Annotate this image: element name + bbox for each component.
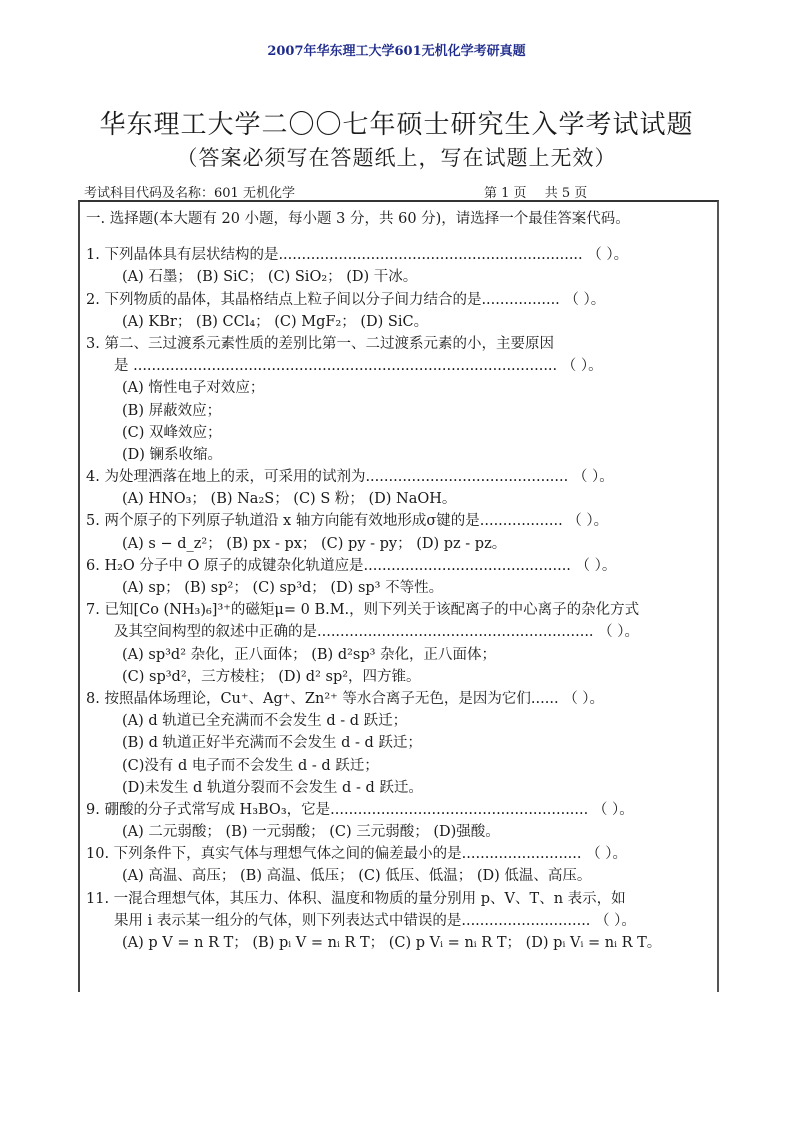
section-heading: 一. 选择题(本大题有 20 小题，每小题 3 分，共 60 分)，请选择一个最佳答案代码。 — [86, 211, 630, 227]
question-2: 2. 下列物质的晶体，其晶格结点上粒子间以分子间力结合的是................. （ ）。 — [86, 291, 606, 308]
page-total: 共 5 页 — [544, 186, 588, 201]
question-9: 9. 硼酸的分子式常写成 H₃BO₃，它是........................................................ （ ）。 — [86, 801, 634, 818]
question-11: 11. 一混合理想气体，其压力、体积、温度和物质的量分别用 p、V、T、n 表示，如 — [86, 890, 626, 907]
subject-label: 考试科目代码及名称：601 无机化学 — [84, 186, 295, 201]
question-7-options-2: (C) sp³d²，三方棱柱； (D) d² sp²，四方锥。 — [122, 668, 421, 685]
banner-title: 2007年华东理工大学601无机化学考研真题 — [267, 44, 526, 59]
question-8-option-c: (C)没有 d 电子而不会发生 d - d 跃迁； — [122, 757, 379, 774]
question-1: 1. 下列晶体具有层状结构的是.................................................................. （ ）。 — [86, 247, 629, 264]
question-1-options: (A) 石墨； (B) SiC； (C) SiO₂； (D) 干冰。 — [122, 269, 418, 286]
question-3-option-b: (B) 屏蔽效应； — [122, 402, 222, 419]
question-3-option-c: (C) 双峰效应； — [122, 424, 222, 441]
question-11-options: (A) p V = n R T； (B) pᵢ V = nᵢ R T； (C) p Vᵢ = nᵢ R T； (D) pᵢ Vᵢ = nᵢ R T。 — [122, 935, 662, 951]
question-4-options: (A) HNO₃； (B) Na₂S； (C) S 粉； (D) NaOH。 — [122, 491, 457, 508]
question-3-option-d: (D) 镧系收缩。 — [122, 446, 223, 463]
question-8: 8. 按照晶体场理论，Cu⁺、Ag⁺、Zn²⁺ 等水合离子无色，是因为它们...... （ ）。 — [86, 690, 605, 707]
question-6-options: (A) sp； (B) sp²； (C) sp³d； (D) sp³ 不等性。 — [122, 580, 444, 596]
exam-title: 华东理工大学二〇〇七年硕士研究生入学考试试题 — [99, 110, 694, 140]
question-10-options: (A) 高温、高压； (B) 高温、低压； (C) 低压、低温； (D) 低温、高压。 — [122, 868, 592, 885]
question-3-option-a: (A) 惰性电子对效应； — [122, 380, 265, 397]
exam-subtitle: （答案必须写在答题纸上，写在试题上无效） — [176, 146, 617, 170]
question-3-cont: 是 ............................................................................................ （ ）。 — [114, 358, 603, 375]
question-6: 6. H₂O 分子中 O 原子的成键杂化轨道应是............................................. （ ）。 — [86, 557, 617, 574]
question-list — [86, 208, 710, 954]
question-11-cont: 果用 i 表示某一组分的气体，则下列表达式中错误的是............................ （ ）。 — [114, 912, 636, 929]
question-7: 7. 已知[Co (NH₃)₆]³⁺的磁矩μ= 0 B.M.，则下列关于该配离子的中心离子的杂化方式 — [86, 602, 640, 619]
question-3: 3. 第二、三过渡系元素性质的差别比第一、二过渡系元素的小，主要原因 — [86, 335, 554, 352]
question-9-options: (A) 二元弱酸； (B) 一元弱酸； (C) 三元弱酸； (D)强酸。 — [122, 824, 500, 841]
question-8-option-b: (B) d 轨道正好半充满而不会发生 d - d 跃迁； — [122, 735, 422, 752]
question-8-option-d: (D)未发生 d 轨道分裂而不会发生 d - d 跃迁。 — [122, 779, 423, 796]
question-7-cont: 及其空间构型的叙述中正确的是............................................................ （ ）。 — [114, 624, 640, 641]
question-8-option-a: (A) d 轨道已全充满而不会发生 d - d 跃迁； — [122, 713, 408, 730]
page-number: 第 1 页 — [484, 186, 527, 201]
question-2-options: (A) KBr； (B) CCl₄； (C) MgF₂； (D) SiC。 — [122, 313, 429, 330]
question-4: 4. 为处理洒落在地上的汞，可采用的试剂为............................................ （ ）。 — [86, 469, 614, 486]
question-5-options: (A) s − d_z²； (B) px - px； (C) py - py； (D) pz - pz。 — [122, 535, 507, 552]
page-info — [484, 182, 601, 201]
question-5: 5. 两个原子的下列原子轨道沿 x 轴方向能有效地形成σ键的是.................. （ ）。 — [86, 513, 609, 530]
question-7-options-1: (A) sp³d² 杂化，正八面体； (B) d²sp³ 杂化，正八面体； — [122, 646, 497, 663]
question-10: 10. 下列条件下，真实气体与理想气体之间的偏差最小的是.......................... （ ）。 — [86, 846, 627, 863]
